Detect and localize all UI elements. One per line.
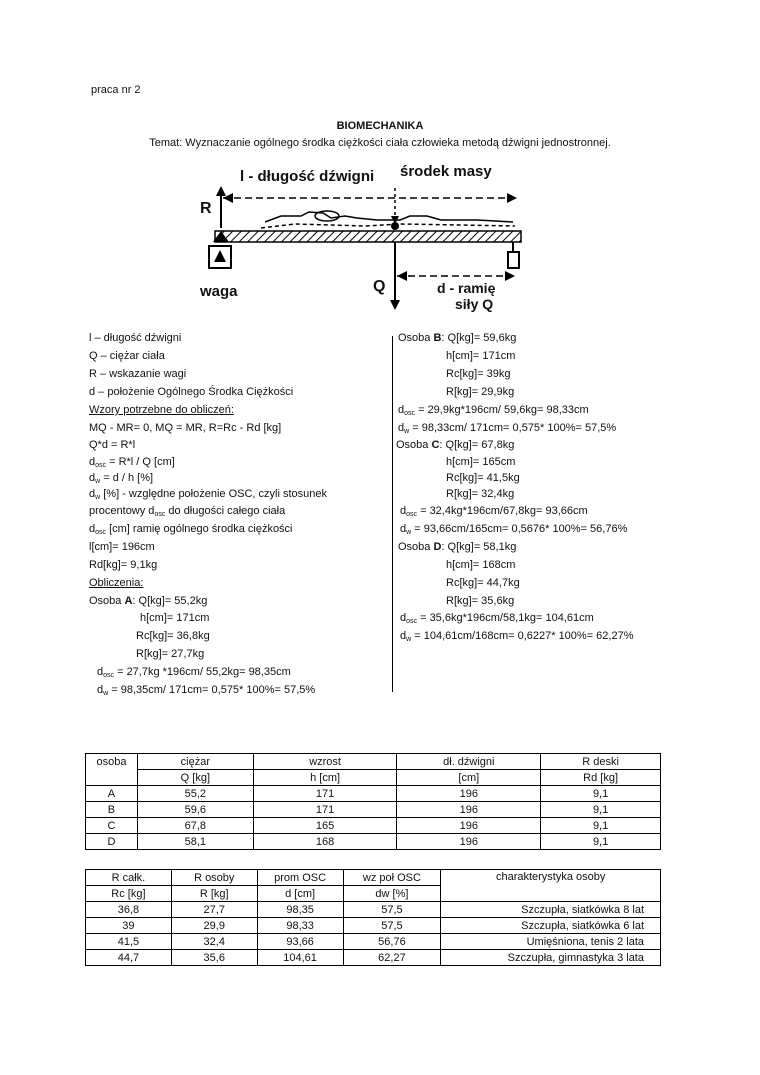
table-header-cell: charakterystyka osoby xyxy=(441,870,661,902)
person-A-weight: Osoba A: Q[kg]= 55,2kg xyxy=(89,595,208,607)
table-cell: 55,2 xyxy=(137,786,253,802)
board-reading-value: Rd[kg]= 9,1kg xyxy=(89,559,158,571)
table-header-cell: wz poł OSC xyxy=(343,870,441,886)
diagram-label-arm-force: siły Q xyxy=(455,296,494,312)
table-header-cell: [cm] xyxy=(397,770,541,786)
table-cell: 196 xyxy=(397,818,541,834)
table-cell: Umięśniona, tenis 2 lata xyxy=(441,934,661,950)
formula-dosc-description: $d_{osc}$ [cm] ramię ogólnego środka ciężkości xyxy=(89,523,293,536)
table-cell: 9,1 xyxy=(541,786,661,802)
person-D-r: R[kg]= 35,6kg xyxy=(446,595,515,607)
table-cell: 57,5 xyxy=(343,902,441,918)
table-header-cell: Rd [kg] xyxy=(541,770,661,786)
lever-length-value: l[cm]= 196cm xyxy=(89,541,155,553)
table-header-cell: R [kg] xyxy=(171,886,257,902)
table-cell: 36,8 xyxy=(86,902,172,918)
table-header-cell: d [cm] xyxy=(257,886,343,902)
calculations-heading: Obliczenia: xyxy=(89,577,144,589)
person-A-r: R[kg]= 27,7kg xyxy=(136,648,205,660)
person-C-height: h[cm]= 165cm xyxy=(446,456,516,468)
table-header-cell: Rc [kg] xyxy=(86,886,172,902)
person-C-dosc: $d_{osc} = 32,4kg*196cm/67,8kg= 93,66cm$ xyxy=(400,505,588,518)
diagram-label-Q: Q xyxy=(373,278,386,295)
scale-icon xyxy=(209,246,231,268)
person-C-rc: Rc[kg]= 41,5kg xyxy=(446,472,520,484)
reaction-force-arrow xyxy=(216,186,226,228)
table-cell: D xyxy=(86,834,138,850)
results-table xyxy=(85,869,661,966)
diagram-label-arm: d - ramię xyxy=(437,280,496,296)
person-A-dosc: $d_{osc} = 27,7kg$ *196cm/ 55,2kg= 98,35cm xyxy=(97,666,291,679)
formula-dw: $d_w = d / h$ [%] xyxy=(89,472,154,485)
table-header-cell: dw [%] xyxy=(343,886,441,902)
table-cell: Szczupła, gimnastyka 3 lata xyxy=(441,950,661,966)
table-row xyxy=(86,950,661,966)
person-B-dosc: $d_{osc} = 29,9kg*196cm/$ 59,6kg= 98,33cm xyxy=(398,404,589,417)
page-title: BIOMECHANIKA xyxy=(336,120,424,132)
diagram-label-center: środek masy xyxy=(400,163,492,180)
table-cell: 171 xyxy=(253,786,397,802)
table-header-cell: Q [kg] xyxy=(137,770,253,786)
table-header-cell: wzrost xyxy=(253,754,397,770)
person-A-dw: $d_w = 98,35cm/$ 171cm= 0,575* 100%= 57,5% xyxy=(97,684,316,697)
person-B-height: h[cm]= 171cm xyxy=(446,350,516,362)
table-cell: C xyxy=(86,818,138,834)
right-support-icon xyxy=(508,242,519,268)
table-cell: 35,6 xyxy=(171,950,257,966)
table-header-row xyxy=(86,870,661,886)
column-divider xyxy=(392,336,393,692)
person-D-rc: Rc[kg]= 44,7kg xyxy=(446,577,520,589)
table-cell: 93,66 xyxy=(257,934,343,950)
person-D-weight: Osoba D: Q[kg]= 58,1kg xyxy=(398,541,517,553)
table-cell: 98,33 xyxy=(257,918,343,934)
measurements-table xyxy=(85,753,661,850)
person-D-dosc: $d_{osc} = 35,6kg*196cm/58,1kg= 104,61cm$ xyxy=(400,612,594,625)
table-cell: 9,1 xyxy=(541,818,661,834)
table-header-cell: R deski xyxy=(541,754,661,770)
table-header-cell: ciężar xyxy=(137,754,253,770)
table-header-cell: R całk. xyxy=(86,870,172,886)
person-B-r: R[kg]= 29,9kg xyxy=(446,386,515,398)
table-cell: 56,76 xyxy=(343,934,441,950)
table-cell: 57,5 xyxy=(343,918,441,934)
formula-balance: Q*d = R*l xyxy=(89,439,136,451)
table-cell: 41,5 xyxy=(86,934,172,950)
table-cell: 98,35 xyxy=(257,902,343,918)
formulas-heading: Wzory potrzebne do obliczeń: xyxy=(89,404,234,416)
table-header-cell: h [cm] xyxy=(253,770,397,786)
lever-board xyxy=(215,231,521,242)
table-header-row xyxy=(86,754,661,770)
table-cell: 171 xyxy=(253,802,397,818)
table-cell: 32,4 xyxy=(171,934,257,950)
work-number: praca nr 2 xyxy=(91,84,141,96)
person-C-r: R[kg]= 32,4kg xyxy=(446,488,515,500)
person-B-rc: Rc[kg]= 39kg xyxy=(446,368,511,380)
formula-dw-description-cont: procentowy $d_{osc}$ do długości całego ciała xyxy=(89,505,286,518)
table-cell: 27,7 xyxy=(171,902,257,918)
table-row xyxy=(86,934,661,950)
table-cell: 196 xyxy=(397,834,541,850)
table-header-cell: dł. dźwigni xyxy=(397,754,541,770)
table-cell: 44,7 xyxy=(86,950,172,966)
table-cell: 9,1 xyxy=(541,802,661,818)
table-units-row xyxy=(86,770,661,786)
table-header-cell: prom OSC xyxy=(257,870,343,886)
diagram-label-scale: waga xyxy=(200,283,238,300)
diagram-label-R: R xyxy=(200,200,212,217)
center-of-mass-marker xyxy=(391,188,399,230)
person-D-height: h[cm]= 168cm xyxy=(446,559,516,571)
table-row xyxy=(86,918,661,934)
table-cell: 165 xyxy=(253,818,397,834)
table-cell: 196 xyxy=(397,786,541,802)
definition-R: R – wskazanie wagi xyxy=(89,368,187,380)
person-A-height: h[cm]= 171cm xyxy=(140,612,210,624)
table-cell: 29,9 xyxy=(171,918,257,934)
formula-dosc: $d_{osc} = R*l / Q$ [cm] xyxy=(89,456,175,469)
person-A-rc: Rc[kg]= 36,8kg xyxy=(136,630,210,642)
table-row xyxy=(86,818,661,834)
diagram-label-lever: l - długość dźwigni xyxy=(240,168,375,185)
definition-l: l – długość dźwigni xyxy=(89,332,182,344)
person-C-dw: $d_w = 93,66cm/165cm= 0,5676*$ 100%= 56,76% xyxy=(400,523,628,536)
table-header-cell: osoba xyxy=(86,754,138,770)
table-cell: Szczupła, siatkówka 8 lat xyxy=(441,902,661,918)
person-B-dw: $d_w = 98,33cm/$ 171cm= 0,575* 100%= 57,5% xyxy=(398,422,617,435)
table-cell: 67,8 xyxy=(137,818,253,834)
table-cell: A xyxy=(86,786,138,802)
definition-d: d – położenie Ogólnego Środka Ciężkości xyxy=(89,386,294,398)
table-row xyxy=(86,802,661,818)
table-header-cell: R osoby xyxy=(171,870,257,886)
table-header-cell xyxy=(86,770,138,786)
definition-Q: Q – ciężar ciała xyxy=(89,350,165,362)
table-cell: Szczupła, siatkówka 6 lat xyxy=(441,918,661,934)
table-cell: 58,1 xyxy=(137,834,253,850)
person-C-weight: Osoba C: Q[kg]= 67,8kg xyxy=(396,439,515,451)
table-cell: 39 xyxy=(86,918,172,934)
lever-length-dimension xyxy=(223,193,517,203)
table-cell: 62,27 xyxy=(343,950,441,966)
table-row xyxy=(86,786,661,802)
table-row xyxy=(86,902,661,918)
person-B-weight: Osoba B: Q[kg]= 59,6kg xyxy=(398,332,517,344)
person-D-dw: $d_w = 104,61cm/168cm= 0,6227*$ 100%= 62,27% xyxy=(400,630,634,643)
formula-dw-description: $d_w$ [%] - względne położenie OSC, czyli stosunek xyxy=(89,488,328,501)
table-cell: 104,61 xyxy=(257,950,343,966)
table-cell: 59,6 xyxy=(137,802,253,818)
formula-moments: MQ - MR= 0, MQ = MR, R=Rc - Rd [kg] xyxy=(89,422,282,434)
table-cell: 9,1 xyxy=(541,834,661,850)
table-cell: 196 xyxy=(397,802,541,818)
lying-person xyxy=(261,211,515,228)
table-row xyxy=(86,834,661,850)
table-cell: 168 xyxy=(253,834,397,850)
table-cell: B xyxy=(86,802,138,818)
page-subtitle: Temat: Wyznaczanie ogólnego środka ciężkości ciała człowieka metodą dźwigni jednostronnej. xyxy=(149,137,611,149)
